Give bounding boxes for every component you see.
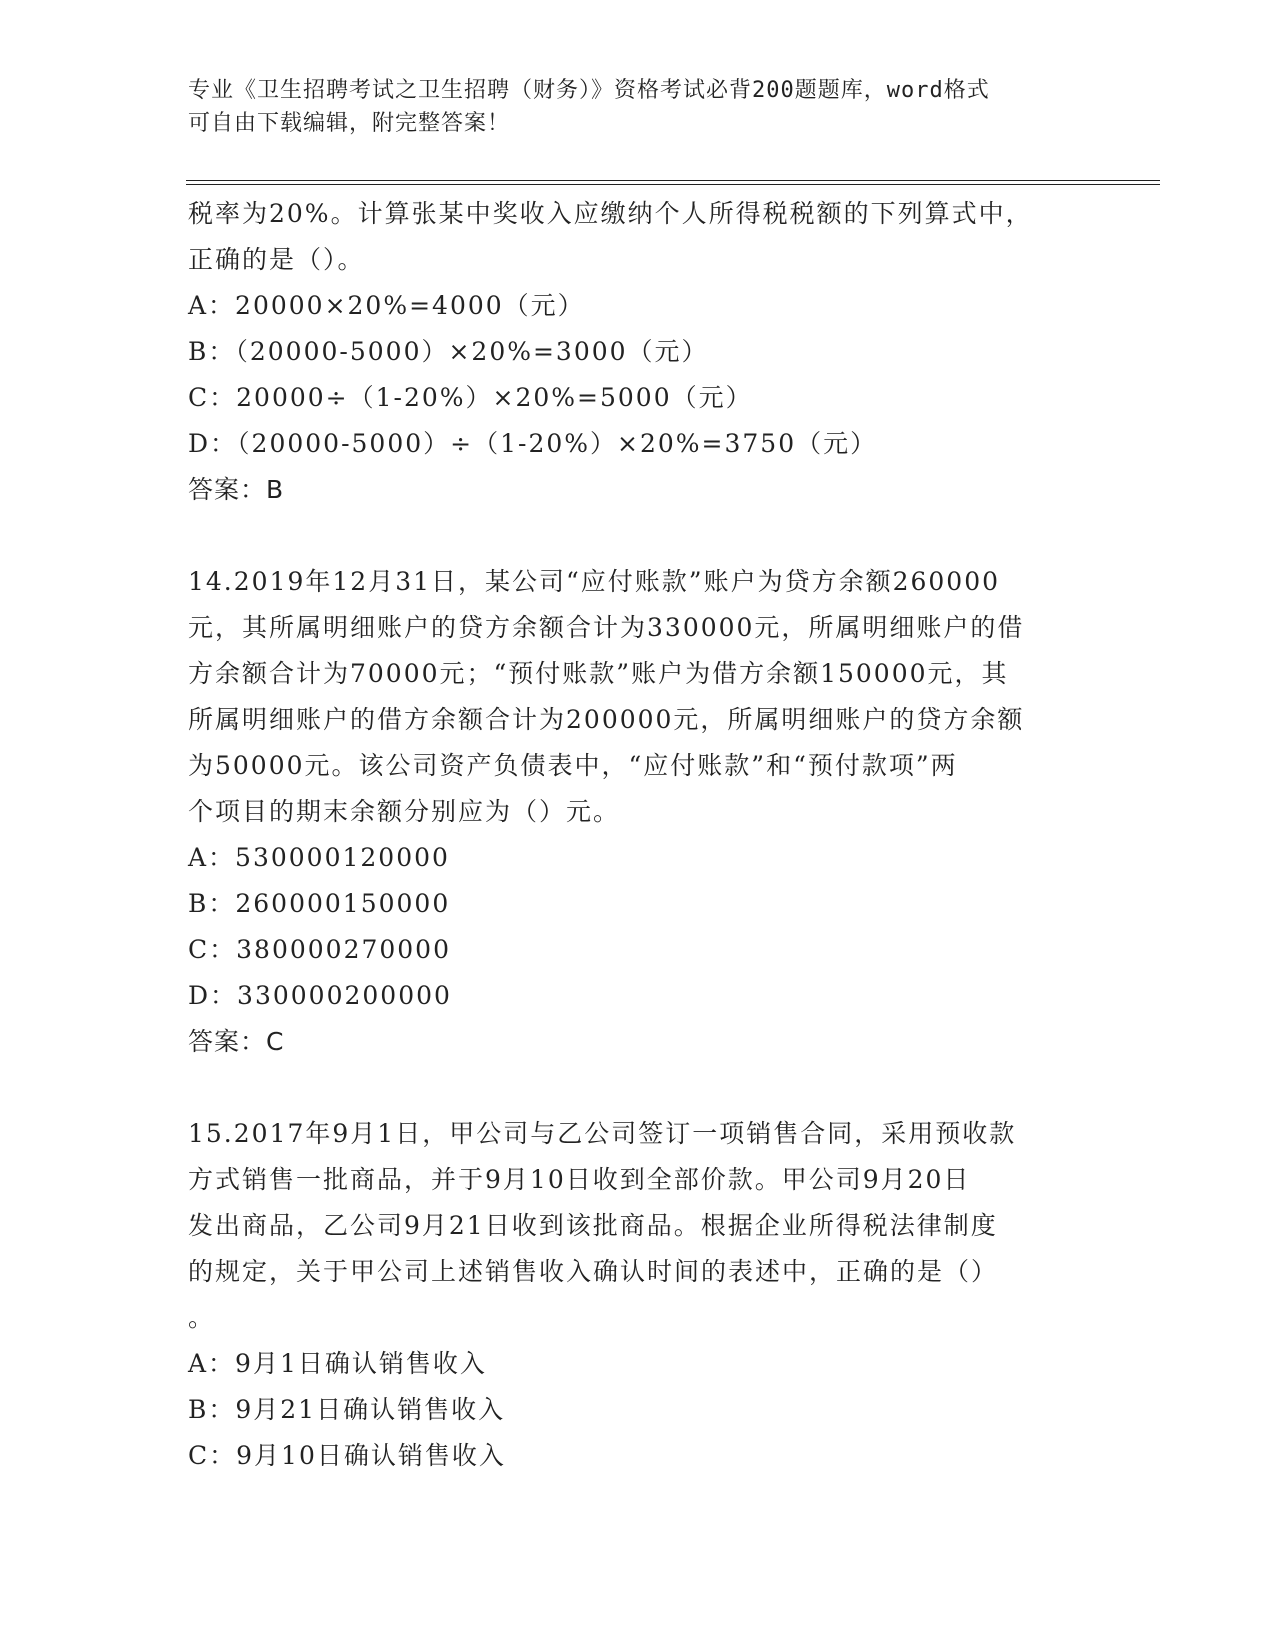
question-15-stem-line-3: 发出商品，乙公司9月21日收到该批商品。根据企业所得税法律制度 [188, 1211, 998, 1240]
question-13-option-c: C：20000÷（1-20%）×20%=5000（元） [188, 383, 753, 412]
question-15-option-a: A：9月1日确认销售收入 [188, 1349, 487, 1378]
question-13-stem-line-2: 正确的是（）。 [188, 245, 365, 274]
question-14-option-b: B：260000150000 [188, 889, 451, 918]
question-14-stem-line-5: 为50000元。该公司资产负债表中，“应付账款”和“预付款项”两 [188, 751, 958, 780]
question-14-stem-line-4: 所属明细账户的借方余额合计为200000元，所属明细账户的贷方余额 [188, 705, 1025, 734]
header-divider-bottom [186, 184, 1160, 185]
question-13-stem-line-1: 税率为20%。计算张某中奖收入应缴纳个人所得税税额的下列算式中， [188, 199, 1033, 228]
question-15-stem-line-2: 方式销售一批商品，并于9月10日收到全部价款。甲公司9月20日 [188, 1165, 971, 1194]
question-15-stem-line-5: 。 [188, 1303, 216, 1332]
header-line-2: 可自由下载编辑，附完整答案！ [188, 111, 511, 136]
question-spacer [188, 1065, 1088, 1111]
question-14-option-d: D：330000200000 [188, 981, 452, 1010]
question-15-stem-line-4: 的规定，关于甲公司上述销售收入确认时间的表述中，正确的是（） [188, 1257, 999, 1286]
question-14-stem-line-3: 方余额合计为70000元；“预付账款”账户为借方余额150000元，其 [188, 659, 1009, 688]
question-14-stem-line-6: 个项目的期末余额分别应为（）元。 [188, 797, 621, 826]
question-13-answer: 答案：B [188, 475, 285, 504]
document-header [188, 74, 1088, 140]
question-13-option-b: B：（20000-5000）×20%=3000（元） [188, 337, 709, 366]
question-13-option-d: D：（20000-5000）÷（1-20%）×20%=3750（元） [188, 429, 878, 458]
question-14-answer: 答案：C [188, 1027, 285, 1056]
question-14-option-a: A：530000120000 [188, 843, 450, 872]
document-body [188, 191, 1088, 1479]
question-spacer [188, 513, 1088, 559]
question-15-stem-line-1: 15.2017年9月1日，甲公司与乙公司签订一项销售合同，采用预收款 [188, 1119, 1017, 1148]
question-15 [188, 1111, 1088, 1479]
question-14-stem-line-2: 元，其所属明细账户的贷方余额合计为330000元，所属明细账户的借 [188, 613, 1025, 642]
question-14 [188, 559, 1088, 1065]
question-13-option-a: A：20000×20%=4000（元） [188, 291, 585, 320]
question-15-option-b: B：9月21日确认销售收入 [188, 1395, 506, 1424]
question-13 [188, 191, 1088, 513]
header-line-1: 专业《卫生招聘考试之卫生招聘（财务）》资格考试必背200题题库，word格式 [188, 78, 990, 103]
question-15-option-c: C：9月10日确认销售收入 [188, 1441, 506, 1470]
question-14-stem-line-1: 14.2019年12月31日，某公司“应付账款”账户为贷方余额260000 [188, 567, 1001, 596]
question-14-option-c: C：380000270000 [188, 935, 451, 964]
header-divider-top [186, 180, 1160, 181]
